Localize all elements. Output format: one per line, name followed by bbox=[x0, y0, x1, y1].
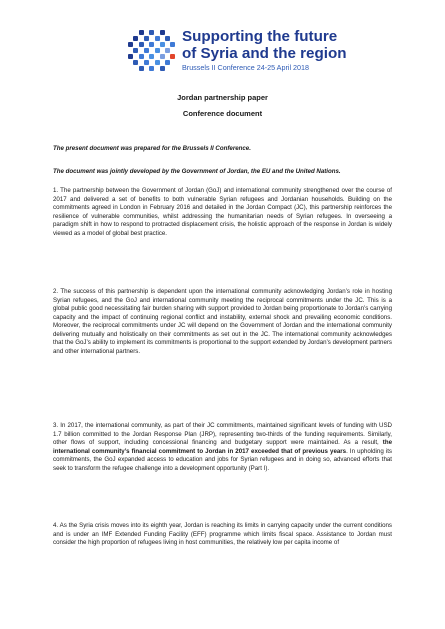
logo-square bbox=[155, 60, 160, 65]
logo-title-line2: of Syria and the region bbox=[182, 45, 347, 62]
paragraph-3 bbox=[53, 422, 392, 473]
joint-development-note: The document was jointly developed by the Government of Jordan, the EU and the United Nations. bbox=[53, 168, 341, 175]
logo-square bbox=[128, 42, 133, 47]
logo-square bbox=[139, 42, 144, 47]
document-title: Jordan partnership paper bbox=[177, 93, 268, 102]
logo-square bbox=[133, 48, 138, 53]
logo-square bbox=[165, 48, 170, 53]
logo-square bbox=[165, 60, 170, 65]
conference-logo bbox=[128, 28, 368, 78]
paragraph-3-text-b: . In upholding its commitments, the GoJ expanded access to education and jobs for Syrian refugees and in doing so, advanced efforts that seek to transform the refugee challenge into a development opportunity (Part I). bbox=[53, 447, 392, 472]
document-subtitle: Conference document bbox=[182, 109, 263, 118]
logo-title bbox=[182, 28, 372, 62]
logo-mark-icon bbox=[128, 30, 176, 74]
logo-square bbox=[144, 60, 149, 65]
logo-square bbox=[133, 36, 138, 41]
paragraph-3-emphasis: the international community’s financial commitment to Jordan in 2017 exceeded that of previous years bbox=[53, 439, 392, 455]
logo-square bbox=[144, 48, 149, 53]
logo-square bbox=[149, 42, 154, 47]
logo-square bbox=[149, 66, 154, 71]
logo-square bbox=[128, 54, 133, 59]
logo-square bbox=[155, 36, 160, 41]
logo-square bbox=[170, 54, 175, 59]
preparation-note: The present document was prepared for the Brussels II Conference. bbox=[53, 145, 251, 152]
logo-square bbox=[155, 48, 160, 53]
logo-square bbox=[160, 42, 165, 47]
logo-square bbox=[160, 30, 165, 35]
logo-square bbox=[170, 42, 175, 47]
logo-square bbox=[133, 60, 138, 65]
logo-square bbox=[139, 30, 144, 35]
paragraph-2: 2. The success of this partnership is dependent upon the international community acknowledging Jordan’s role in hosting Syrian refugees, and the GoJ and international community meeting the reciprocal commitments under the JC. This is a global public good necessitating fair burden sharing with support provided to Jordan being proportionate to Jordan’s carrying capacity and the impact of continuing regional conflict and instability, external shock and prevailing economic conditions. Moreover, the reciprocal commitments under JC will depend on the Government of Jordan and the international community delivering mutually and holistically on their commitments as set out in the JC. The international community acknowledges that the GoJ’s ability to implement its commitments is proportional to the support extended by Jordan’s development partners and other international partners. bbox=[53, 288, 392, 355]
logo-subtitle: Brussels II Conference 24-25 April 2018 bbox=[182, 63, 310, 72]
logo-title-line1: Supporting the future bbox=[182, 28, 338, 45]
logo-square bbox=[149, 54, 154, 59]
logo-square bbox=[160, 66, 165, 71]
logo-square bbox=[139, 54, 144, 59]
logo-square bbox=[160, 54, 165, 59]
logo-square bbox=[144, 36, 149, 41]
logo-square bbox=[165, 36, 170, 41]
paragraph-4: 4. As the Syria crisis moves into its eighth year, Jordan is reaching its limits in carrying capacity under the current conditions and is under an IMF Extended Funding Facility (EFF) programme which limits fiscal space. Assistance to Jordan must consider the high proportion of refugees living in host communities, the relatively low per capita income of bbox=[53, 522, 392, 546]
logo-square bbox=[139, 66, 144, 71]
paragraph-3-text-a: 3. In 2017, the international community, as part of their JC commitments, maintained significant levels of funding with USD 1.7 billion committed to the Jordan Response Plan (JRP), representing two-thirds of the funding requirements. Similarly, other flows of support, including concessional financing and budgetary support were maintained. As a result, bbox=[53, 422, 392, 446]
logo-square bbox=[149, 30, 154, 35]
paragraph-1: 1. The partnership between the Government of Jordan (GoJ) and international community strengthened over the course of 2017 and delivered a set of benefits to both vulnerable Syrian refugees and Jordanian households. Building on the commitments agreed in London in February 2016 and detailed in the Jordan Compact (JC), this partnership reinforces the resilience of vulnerable communities, whilst addressing the humanitarian needs of Syrian refugees. In overseeing a paradigm shift in how to respond to protracted displacement crisis, the holistic approach of the response in Jordan is widely viewed as a model of global best practice. bbox=[53, 187, 392, 237]
